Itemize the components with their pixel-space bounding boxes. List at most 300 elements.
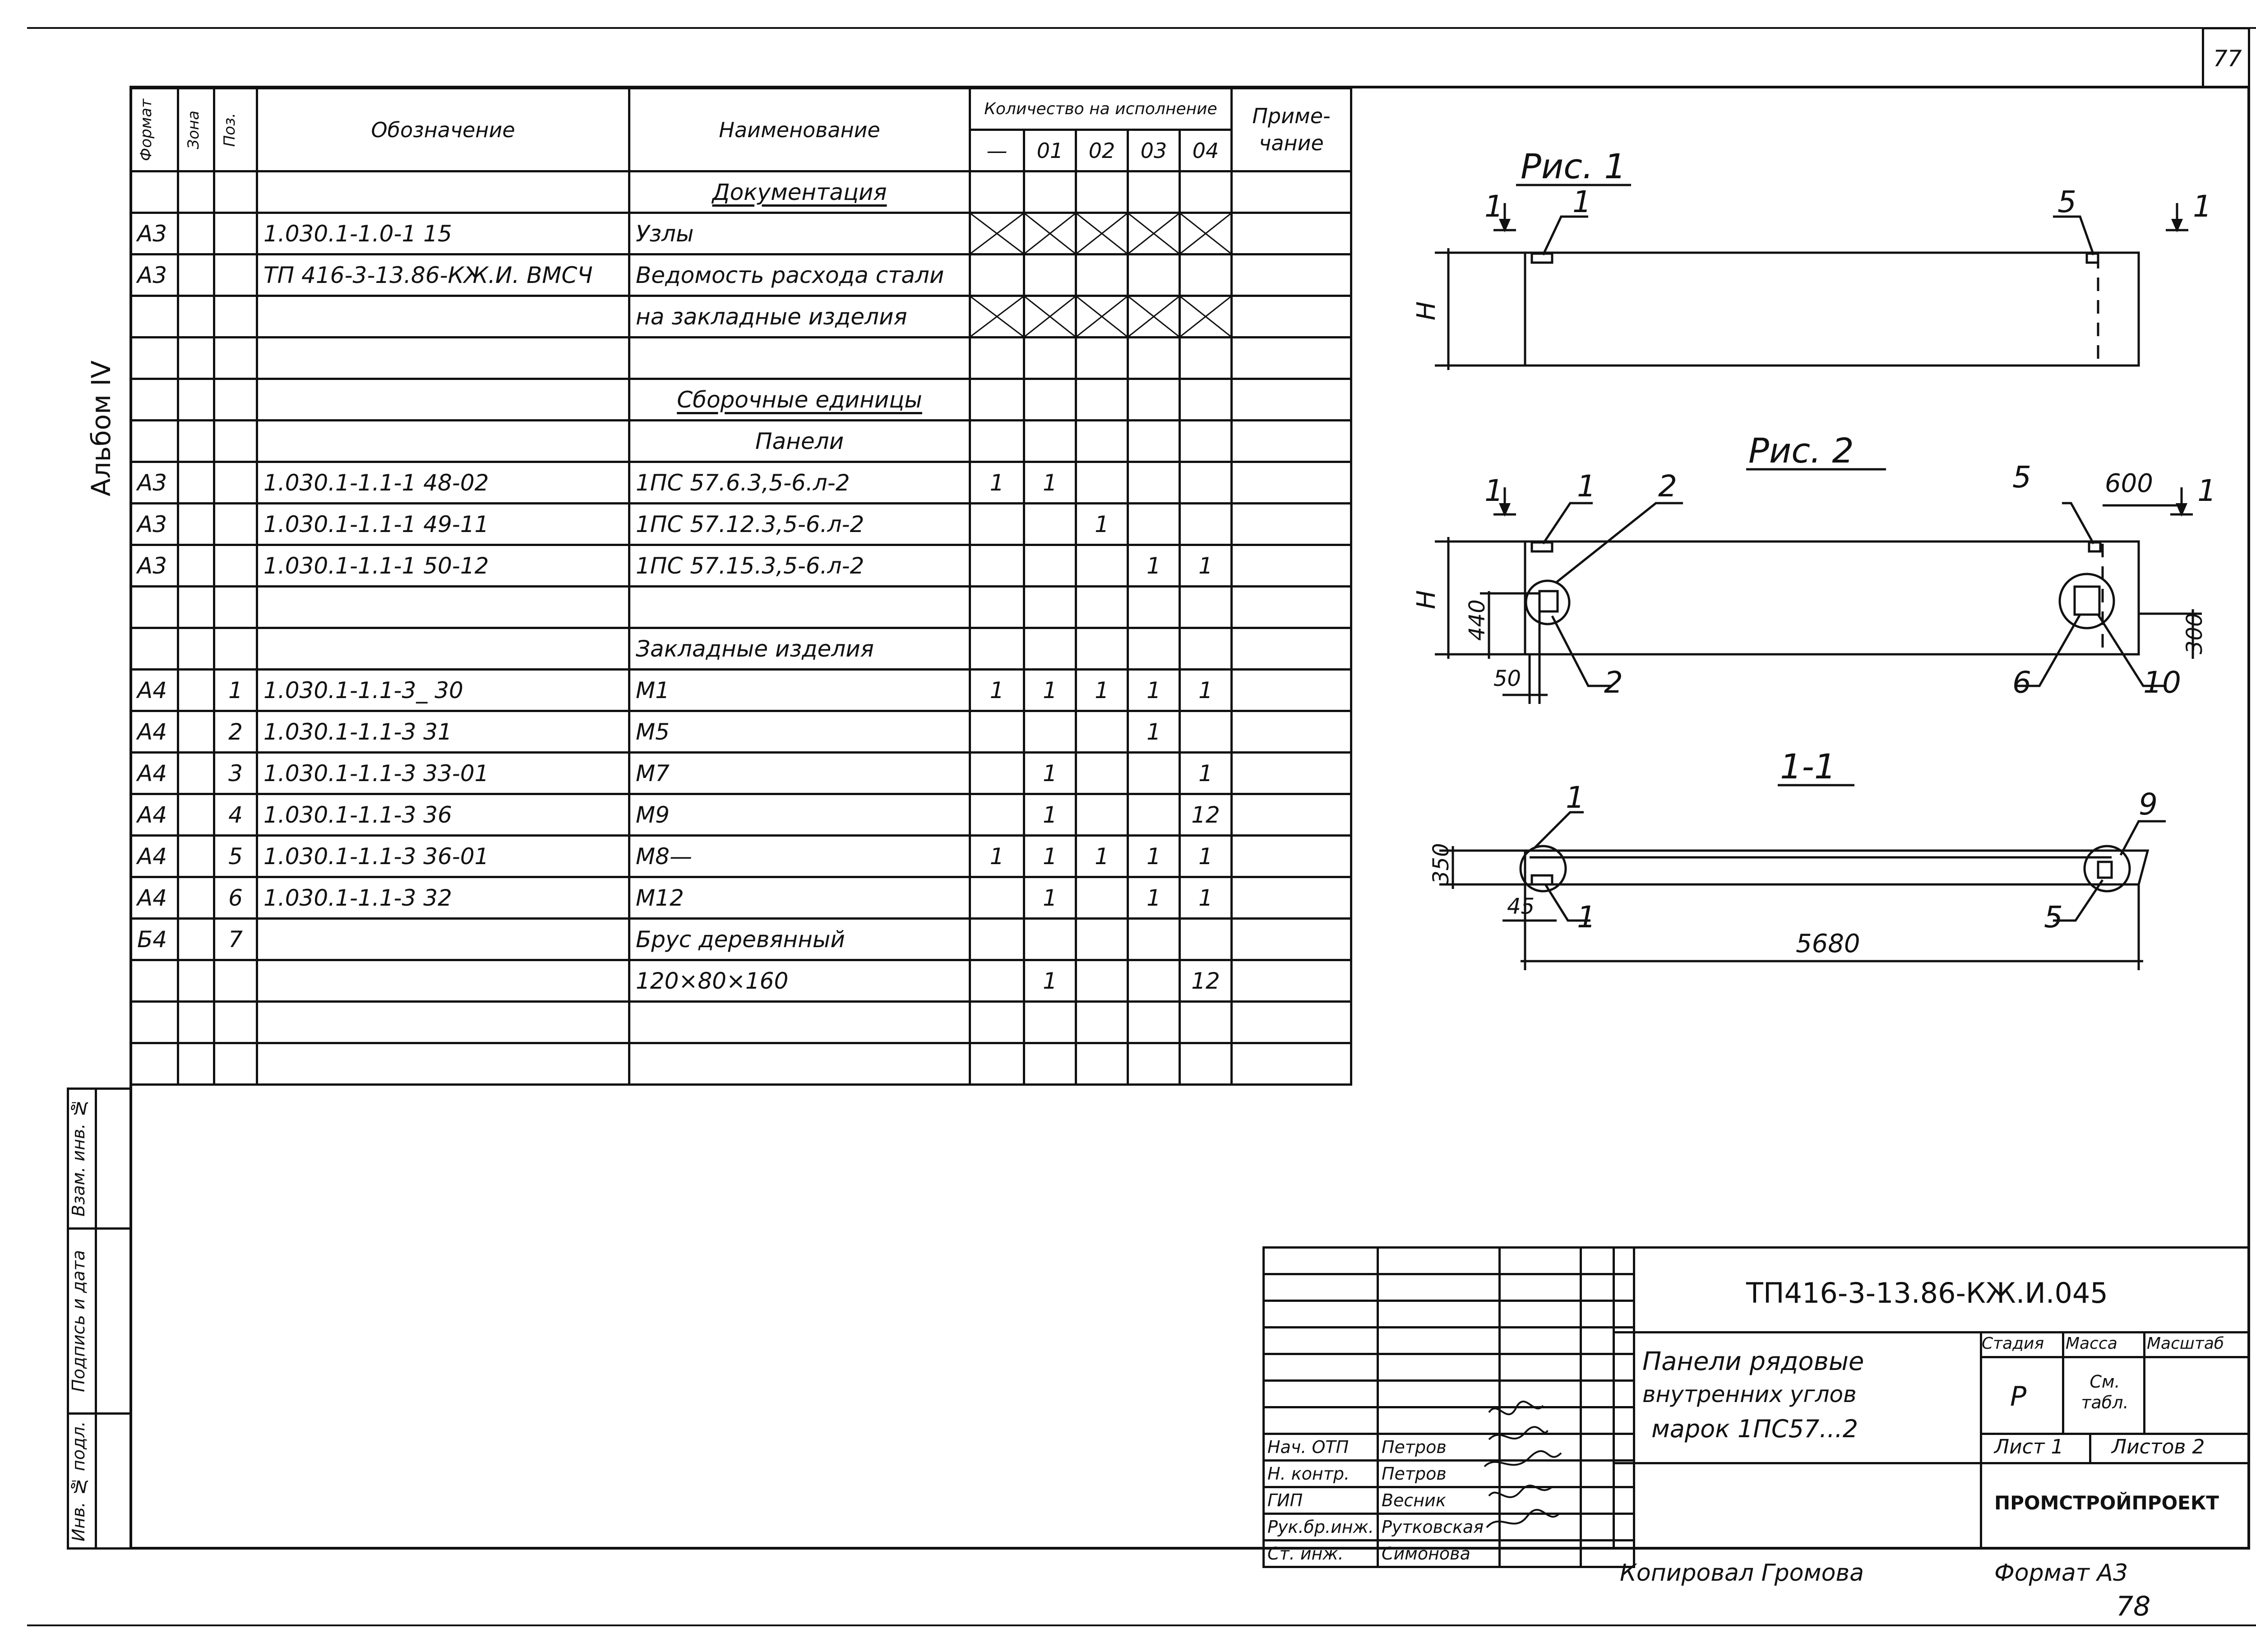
cell-designation [257, 1043, 629, 1085]
table-row [131, 877, 1351, 919]
cell-qty: 1 [970, 462, 1024, 504]
fig2-leader-6-label: 6 [2012, 665, 2031, 700]
fig2-leader-2-top-label: 2 [1658, 469, 1677, 504]
cell-qty [1128, 171, 1180, 213]
cell-qty: 1 [1128, 670, 1180, 711]
fig1-sec-left: 1 [1484, 189, 1503, 224]
table-row [131, 670, 1351, 711]
cell-qty [970, 628, 1024, 670]
cell-name: 1ПС 57.6.3,5-6.л-2 [629, 462, 970, 504]
cell-qty [1128, 628, 1180, 670]
signature-3 [1484, 1451, 1561, 1467]
fig2-leader-5 [2062, 503, 2094, 544]
cell-qty [1076, 1043, 1128, 1085]
signer-role [1264, 1248, 1378, 1274]
sheet-grid-v [2089, 1433, 2091, 1462]
cell-format [131, 1002, 178, 1043]
cell-note [1232, 213, 1351, 255]
cell-format [131, 628, 178, 670]
cell-pos: 4 [214, 794, 257, 836]
stage-grid-v2 [2143, 1331, 2145, 1433]
cell-pos [214, 1043, 257, 1085]
sheet-number: Лист 1 [1994, 1435, 2064, 1458]
mass-label: Масса [2066, 1334, 2117, 1353]
cell-note [1232, 504, 1351, 545]
cell-qty [1024, 1043, 1076, 1085]
cell-note [1232, 711, 1351, 753]
cell-zone [178, 960, 214, 1002]
signature-row [1264, 1381, 1634, 1407]
signer-name [1378, 1274, 1499, 1301]
signer-role [1264, 1301, 1378, 1328]
cell-qty: 1 [1180, 670, 1232, 711]
cell-qty [970, 296, 1024, 338]
cell-zone [178, 1043, 214, 1085]
cell-qty: 1 [1180, 545, 1232, 587]
cell-name [629, 338, 970, 379]
cell-zone [178, 1002, 214, 1043]
cross-mark [1077, 214, 1127, 253]
cell-qty [1180, 1002, 1232, 1043]
cell-zone [178, 628, 214, 670]
cell-qty: 1 [1128, 711, 1180, 753]
title-line-1: Панели рядовые [1642, 1347, 1864, 1376]
cell-format: А4 [131, 753, 178, 794]
fig2-circle-right [2060, 574, 2114, 628]
fig2-dim-440-label: 440 [1465, 599, 1490, 641]
cell-qty [1128, 504, 1180, 545]
cell-qty [1128, 919, 1180, 960]
cross-mark [1129, 214, 1179, 253]
organization-name: ПРОМСТРОЙПРОЕКТ [1994, 1492, 2219, 1514]
cell-qty [1024, 1002, 1076, 1043]
cell-qty [970, 587, 1024, 628]
cell-qty [1128, 1002, 1180, 1043]
cell-qty [1128, 421, 1180, 462]
cell-qty [1076, 379, 1128, 421]
cross-mark [971, 214, 1023, 253]
stage-label: Стадия [1982, 1334, 2044, 1353]
fig2-sec-right: 1 [2197, 473, 2216, 508]
signature-date-label: Подпись и дата [69, 1250, 88, 1392]
cell-qty [1128, 255, 1180, 296]
cell-note [1232, 421, 1351, 462]
cell-zone [178, 338, 214, 379]
cell-qty [970, 171, 1024, 213]
inventory-strip-h1 [67, 1227, 132, 1230]
cell-qty: 1 [970, 670, 1024, 711]
cell-qty [1076, 213, 1128, 255]
stage-grid-v1 [2062, 1331, 2064, 1433]
cell-qty [1024, 171, 1076, 213]
cell-qty [1076, 753, 1128, 794]
signature-row [1264, 1541, 1634, 1567]
cell-qty: 1 [1180, 877, 1232, 919]
cell-pos: 1 [214, 670, 257, 711]
signature-row [1264, 1248, 1634, 1274]
signature-row [1264, 1461, 1634, 1487]
cell-format: А3 [131, 255, 178, 296]
section-leader-9-label: 9 [2139, 787, 2158, 822]
cell-qty: 1 [1076, 836, 1128, 877]
cell-pos: 5 [214, 836, 257, 877]
cell-note [1232, 171, 1351, 213]
signer-name [1378, 1301, 1499, 1328]
cell-zone [178, 296, 214, 338]
signer-name [1378, 1328, 1499, 1354]
cell-note [1232, 379, 1351, 421]
cell-note [1232, 587, 1351, 628]
fig2-leader-5-label: 5 [2012, 460, 2031, 495]
header-zone: Зона [178, 88, 214, 171]
stage-grid-h2 [1980, 1433, 2250, 1435]
cell-format: А3 [131, 504, 178, 545]
table-row [131, 504, 1351, 545]
signature-row [1264, 1434, 1634, 1461]
drawings-area [1376, 126, 2242, 1006]
cell-designation: 1.030.1-1.0-1 15 [257, 213, 629, 255]
header-q-dash: — [970, 130, 1024, 171]
title-block-h1 [1613, 1331, 2250, 1333]
cell-qty [1128, 1043, 1180, 1085]
cell-qty [1024, 255, 1076, 296]
signer-role: Нач. ОТП [1264, 1434, 1378, 1461]
signatures-scribbles [1475, 1394, 1566, 1548]
cell-designation: 1.030.1-1.1-3_ 30 [257, 670, 629, 711]
signature-1 [1489, 1402, 1543, 1414]
cell-qty [1180, 213, 1232, 255]
cell-zone [178, 919, 214, 960]
fig2-sec-left: 1 [1484, 473, 1503, 508]
cell-note [1232, 296, 1351, 338]
replaced-inv-label: Взам. инв. № [69, 1098, 88, 1217]
cell-designation: 1.030.1-1.1-3 36-01 [257, 836, 629, 877]
signature-row [1264, 1354, 1634, 1381]
cell-note [1232, 1043, 1351, 1085]
cell-name: М5 [629, 711, 970, 753]
signer-name: Весник [1378, 1487, 1499, 1514]
cell-note [1232, 1002, 1351, 1043]
cell-qty: 1 [970, 836, 1024, 877]
cell-qty [1024, 587, 1076, 628]
cell-qty [1076, 711, 1128, 753]
signer-name [1378, 1248, 1499, 1274]
cell-format [131, 421, 178, 462]
cell-format: А4 [131, 794, 178, 836]
mass-value: См. табл. [2081, 1372, 2129, 1412]
cell-format: А3 [131, 545, 178, 587]
cell-qty [1180, 462, 1232, 504]
cell-qty: 12 [1180, 960, 1232, 1002]
fig1-leader-5-label: 5 [2057, 185, 2076, 219]
cell-designation [257, 587, 629, 628]
cell-qty [1076, 919, 1128, 960]
cell-designation: ТП 416-3-13.86-КЖ.И. ВМСЧ [257, 255, 629, 296]
cell-pos [214, 171, 257, 213]
section-dim-45-label: 45 [1507, 894, 1535, 919]
signature-row [1264, 1407, 1634, 1434]
signer-role [1264, 1274, 1378, 1301]
section-embedded-part-5 [2098, 862, 2112, 878]
cell-qty [970, 213, 1024, 255]
cell-qty [1076, 255, 1128, 296]
cell-qty [1180, 711, 1232, 753]
table-row [131, 296, 1351, 338]
cell-zone [178, 545, 214, 587]
cell-qty [1180, 504, 1232, 545]
section-leader-1-bottom-label: 1 [1577, 900, 1596, 935]
signer-name [1378, 1354, 1499, 1381]
title-line-3: марок 1ПС57...2 [1651, 1415, 1858, 1443]
fig2-dim-300-label: 300 [2182, 613, 2207, 654]
cell-format [131, 379, 178, 421]
fig1-title: Рис. 1 [1521, 146, 1626, 186]
cell-name: М8— [629, 836, 970, 877]
cell-designation [257, 960, 629, 1002]
table-row [131, 462, 1351, 504]
cell-qty: 1 [1024, 794, 1076, 836]
inv-orig-label: Инв. № подл. [69, 1421, 88, 1541]
cell-note [1232, 255, 1351, 296]
cell-note [1232, 960, 1351, 1002]
copied-by: Копировал Громова [1620, 1559, 1864, 1587]
cell-qty [970, 711, 1024, 753]
fig2-circle-left [1526, 581, 1569, 624]
cell-qty [1180, 338, 1232, 379]
signer-role: ГИП [1264, 1487, 1378, 1514]
outer-frame-top [27, 27, 2256, 29]
section-dim-350-label: 350 [1428, 843, 1454, 884]
table-row [131, 794, 1351, 836]
signature-2 [1489, 1427, 1548, 1439]
fig2-leader-2-bottom-label: 2 [1604, 665, 1623, 700]
cell-pos: 6 [214, 877, 257, 919]
cross-mark [971, 297, 1023, 336]
cell-pos [214, 421, 257, 462]
cell-qty [1024, 711, 1076, 753]
cell-name [629, 587, 970, 628]
table-row [131, 213, 1351, 255]
cell-designation [257, 1002, 629, 1043]
cell-qty [1076, 545, 1128, 587]
cell-qty [970, 877, 1024, 919]
cell-qty [1076, 960, 1128, 1002]
cell-name: 1ПС 57.12.3,5-6.л-2 [629, 504, 970, 545]
signer-signature [1499, 1274, 1581, 1301]
inventory-strip-h2 [67, 1412, 132, 1415]
cell-zone [178, 462, 214, 504]
cell-qty: 1 [1024, 877, 1076, 919]
cell-pos [214, 213, 257, 255]
table-row [131, 711, 1351, 753]
signer-signature [1499, 1328, 1581, 1354]
cell-pos [214, 379, 257, 421]
fig2-panel-outline [1525, 541, 2139, 654]
outer-frame-bottom [27, 1624, 2256, 1626]
header-q03: 03 [1128, 130, 1180, 171]
cell-designation: 1.030.1-1.1-3 31 [257, 711, 629, 753]
signature-4 [1489, 1485, 1552, 1497]
fig2-leader-1 [1543, 503, 1593, 544]
signer-signature [1499, 1248, 1581, 1274]
cross-mark [1181, 297, 1230, 336]
cell-format: А3 [131, 462, 178, 504]
fig2-title: Рис. 2 [1748, 430, 1854, 471]
fig2-square-left [1539, 591, 1558, 611]
cell-qty [1180, 379, 1232, 421]
cell-note [1232, 794, 1351, 836]
cell-pos [214, 255, 257, 296]
cell-pos [214, 628, 257, 670]
fig1-embedded-part-1 [1532, 254, 1552, 263]
cross-mark [1181, 214, 1230, 253]
header-designation: Обозначение [257, 88, 629, 171]
cell-note [1232, 836, 1351, 877]
cell-qty [970, 1002, 1024, 1043]
table-row [131, 628, 1351, 670]
fig1-leader-1 [1543, 217, 1588, 255]
cell-pos: 3 [214, 753, 257, 794]
cell-name: Брус деревянный [629, 919, 970, 960]
cell-qty [1128, 296, 1180, 338]
cell-name: на закладные изделия [629, 296, 970, 338]
cell-qty [1128, 462, 1180, 504]
cell-format [131, 338, 178, 379]
cell-zone [178, 836, 214, 877]
fig2-leader-2-bottom [1552, 616, 1611, 686]
cell-designation: 1.030.1-1.1-3 36 [257, 794, 629, 836]
section-dim-5680-label: 5680 [1796, 929, 1860, 958]
cell-pos [214, 587, 257, 628]
cell-zone [178, 421, 214, 462]
cell-pos [214, 504, 257, 545]
paper-format: Формат А3 [1994, 1559, 2128, 1587]
table-row [131, 421, 1351, 462]
signature-row [1264, 1514, 1634, 1541]
cell-pos [214, 462, 257, 504]
fig1-dim-h-label: Н [1412, 301, 1441, 320]
cell-qty [1180, 1043, 1232, 1085]
cell-designation [257, 379, 629, 421]
cell-qty [970, 255, 1024, 296]
cell-name: Закладные изделия [629, 628, 970, 670]
cell-format [131, 171, 178, 213]
page-number-bottom: 78 [2116, 1591, 2151, 1622]
cell-qty [970, 504, 1024, 545]
cell-format: А3 [131, 213, 178, 255]
cell-format: Б4 [131, 919, 178, 960]
cell-qty [1076, 1002, 1128, 1043]
cell-qty [1180, 587, 1232, 628]
fig2-embedded-part-5 [2089, 542, 2100, 551]
cell-designation: 1.030.1-1.1-1 49-11 [257, 504, 629, 545]
cell-qty [1024, 379, 1076, 421]
cell-qty [1024, 545, 1076, 587]
cell-name: М12 [629, 877, 970, 919]
header-note: Приме-чание [1232, 88, 1351, 171]
table-row [131, 836, 1351, 877]
header-qty: Количество на исполнение [970, 88, 1232, 130]
cell-zone [178, 794, 214, 836]
cell-name: Сборочные единицы [629, 379, 970, 421]
cell-qty [1076, 338, 1128, 379]
header-q04: 04 [1180, 130, 1232, 171]
table-row [131, 171, 1351, 213]
cell-name: М1 [629, 670, 970, 711]
cell-format: А4 [131, 836, 178, 877]
signer-role [1264, 1381, 1378, 1407]
cell-zone [178, 213, 214, 255]
cell-pos [214, 296, 257, 338]
cell-name [629, 1043, 970, 1085]
cell-format [131, 1043, 178, 1085]
cell-zone [178, 379, 214, 421]
signer-role: Рук.бр.инж. [1264, 1514, 1378, 1541]
section-embedded-part-1 [1532, 875, 1552, 884]
fig2-embedded-part-1 [1532, 542, 1552, 551]
cell-qty [1076, 421, 1128, 462]
cell-qty: 1 [1076, 670, 1128, 711]
cell-name: Узлы [629, 213, 970, 255]
signature-row [1264, 1487, 1634, 1514]
sheets-total: Листов 2 [2112, 1435, 2205, 1458]
cell-qty [1076, 462, 1128, 504]
cell-zone [178, 255, 214, 296]
cell-pos [214, 960, 257, 1002]
cell-qty [1180, 919, 1232, 960]
fig1-leader-1-label: 1 [1572, 185, 1591, 219]
cell-qty [1024, 504, 1076, 545]
cell-qty [1076, 628, 1128, 670]
cell-qty [1076, 296, 1128, 338]
cell-pos: 7 [214, 919, 257, 960]
table-row [131, 1002, 1351, 1043]
stage-grid-h1 [1980, 1356, 2250, 1358]
scale-label: Масштаб [2147, 1334, 2224, 1353]
table-row [131, 255, 1351, 296]
cell-qty: 1 [1024, 753, 1076, 794]
cell-name: М7 [629, 753, 970, 794]
doc-code: ТП416-3-13.86-КЖ.И.045 [1746, 1277, 2108, 1310]
cell-format [131, 960, 178, 1002]
cell-zone [178, 670, 214, 711]
header-q02: 02 [1076, 130, 1128, 171]
cell-qty: 12 [1180, 794, 1232, 836]
section-title: 1-1 [1780, 746, 1836, 787]
fig2-dim-h-label: Н [1412, 590, 1441, 609]
signer-name: Симонова [1378, 1541, 1499, 1567]
cell-designation [257, 338, 629, 379]
header-q01: 01 [1024, 130, 1076, 171]
cell-format: А4 [131, 877, 178, 919]
inventory-strip-divider [95, 1087, 97, 1550]
cell-qty: 1 [1024, 670, 1076, 711]
cell-designation: 1.030.1-1.1-3 33-01 [257, 753, 629, 794]
cell-qty [1180, 628, 1232, 670]
header-name: Наименование [629, 88, 970, 171]
fig1-leader-5 [2053, 217, 2094, 255]
cell-qty [970, 545, 1024, 587]
cell-qty: 1 [1128, 836, 1180, 877]
fig1-sec-right: 1 [2193, 189, 2212, 224]
cell-designation: 1.030.1-1.1-1 50-12 [257, 545, 629, 587]
cell-qty [1128, 213, 1180, 255]
cell-note [1232, 753, 1351, 794]
stage-value: Р [2010, 1381, 2027, 1412]
cell-qty [970, 753, 1024, 794]
cell-qty: 1 [1180, 836, 1232, 877]
table-row [131, 1043, 1351, 1085]
